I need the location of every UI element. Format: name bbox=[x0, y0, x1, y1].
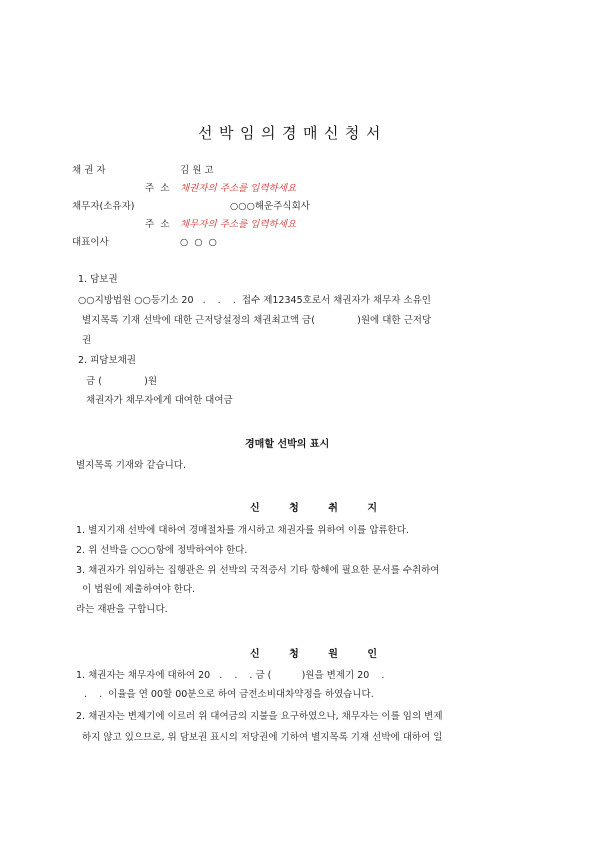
purpose-heading: 신 청 취 지 bbox=[250, 503, 391, 514]
debtor-label: 채무자(소유자) bbox=[72, 201, 135, 212]
cause-item-1: 1. 채권자는 채무자에 대하여 20 . . . 금 ( )원을 변제기 20 . bbox=[76, 670, 385, 681]
creditor-name: 김 원 고 bbox=[180, 165, 214, 176]
document-title: 선박임의경매신청서 bbox=[198, 124, 387, 142]
debtor-name: ○○○해운주식회사 bbox=[230, 201, 310, 212]
collateral-line-2: 별지목록 기재 선박에 대한 근저당설정의 채권최고액 금( )원에 대한 근저당 bbox=[82, 315, 432, 326]
representative-label: 대표이사 bbox=[72, 237, 109, 248]
creditor-label: 채 권 자 bbox=[72, 165, 106, 176]
collateral-line-3: 권 bbox=[82, 335, 92, 346]
secured-claim-description: 채권자가 채무자에게 대여한 대여금 bbox=[86, 395, 233, 406]
ship-section-heading: 경매할 선박의 표시 bbox=[245, 439, 330, 450]
purpose-item-1: 1. 별지기재 선박에 대하여 경매절차를 개시하고 채권자를 위하여 이를 압류한다. bbox=[76, 525, 409, 536]
ship-section-text: 별지목록 기재와 같습니다. bbox=[76, 460, 187, 471]
collateral-line-1: ○○지방법원 ○○등기소 20 . . . 접수 제12345호로서 채권자가 채무자 소유인 bbox=[78, 295, 431, 306]
cause-item-2-cont: 하지 않고 있으므로, 위 담보권 표시의 저당권에 기하여 별지목록 기재 선박에 대하여 일 bbox=[82, 732, 443, 743]
representative-name: ○ ○ ○ bbox=[180, 237, 217, 248]
creditor-address-label: 주 소 bbox=[145, 183, 170, 194]
purpose-item-2: 2. 위 선박을 ○○○항에 정박하여야 한다. bbox=[76, 545, 248, 556]
debtor-address-field[interactable]: 채무자의 주소를 입력하세요 bbox=[180, 219, 297, 230]
cause-item-1-cont: . . 이율을 연 00할 00분으로 하여 금전소비대차약정을 하였습니다. bbox=[84, 689, 374, 700]
secured-claim-heading: 2. 피담보채권 bbox=[78, 355, 136, 366]
purpose-closing: 라는 재판을 구합니다. bbox=[76, 604, 168, 615]
cause-item-2: 2. 채권자는 변제기에 이르러 위 대여금의 지불을 요구하였으나, 채무자는 이를 임의 변제 bbox=[76, 711, 443, 722]
collateral-heading: 1. 담보권 bbox=[78, 274, 118, 285]
purpose-item-3-cont: 이 법원에 제출하여야 한다. bbox=[82, 584, 196, 595]
purpose-item-3: 3. 채권자가 위임하는 집행관은 위 선박의 국적증서 기타 항해에 필요한 문서를 수취하여 bbox=[76, 565, 440, 576]
debtor-address-label: 주 소 bbox=[145, 219, 170, 230]
cause-heading: 신 청 원 인 bbox=[250, 649, 391, 660]
creditor-address-field[interactable]: 채권자의 주소를 입력하세요 bbox=[180, 183, 297, 194]
secured-claim-amount: 금 ( )원 bbox=[86, 376, 158, 387]
